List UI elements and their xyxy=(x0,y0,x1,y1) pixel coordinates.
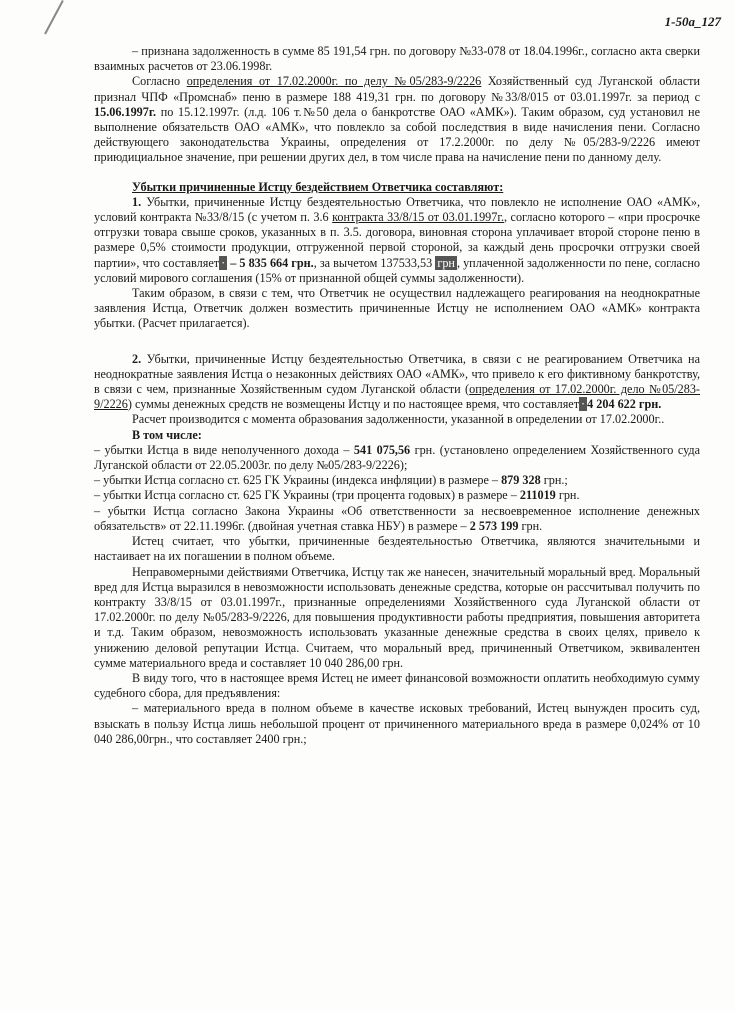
document-body xyxy=(94,44,700,747)
paragraph-claim: Истец считает, что убытки, причиненные бездеятельностью Ответчика, являются значительными и настаивает на их погашении в полном объеме. xyxy=(94,534,700,564)
ruling-reference: определения от 17.02.2000г. дело №05/283-9/2226 xyxy=(94,382,700,412)
contract-reference: контракта 33/8/15 от 03.01.1997г. xyxy=(332,210,505,225)
item-1: 1. Убытки, причиненные Истцу бездеятельностью Ответчика, что повлекло не исполнение ОАО «АМК», условий контракта №33/8/15 (с учетом п. 3.6 контракта 33/8/15 от 03.01.1997г., согласно которого – «при просрочке отгрузки товара свыше сроков, указанных в п. 3.5. договора, виновная сторона уплачивает второй стороне пеню в размере 0,5% стоимости продукции, отгруженной первой стороной, за каждый день просрочки отгрузки своей партии», что составляет · – 5 835 664 грн., за вычетом 137533,53 грн , уплаченной задолженности по пене, согласно условий мирового соглашения (15% от признанной общей суммы задолженности). xyxy=(94,194,700,285)
amount-2: 4 204 622 грн. xyxy=(587,397,662,412)
item-2: 2. Убытки, причиненные Истцу бездеятельностью Ответчика, в связи с не реагированием Ответчика на неоднократные заявления Истца о незаконных действиях ОАО «АМК», что привело к его фиктивному банкротству, в связи с чем, признанные Хозяйственным судом Луганской области (определения от 17.02.2000г. дело №05/283-9/2226) суммы денежных средств не возмещены Истцу и по настоящее время, что составляет · 4 204 622 грн. xyxy=(94,351,700,412)
paragraph-thus: Таким образом, в связи с тем, что Ответчик не осуществил надлежащего реагирования на неоднократные заявления Истца, Ответчик должен возместить причиненные Истцу не исполнением ОАО «АМК» контракта убытки. (Расчет прилагается). xyxy=(94,286,700,331)
highlight-mark: · xyxy=(221,255,226,270)
amount-1: – 5 835 664 грн. xyxy=(227,255,314,270)
paragraph-moral-damage: Неправомерными действиями Ответчика, Истцу так же нанесен, значительный моральный вред. Моральный вред для Истца выразился в невозможности использовать денежные средства, которые он рассчитывал получить по контракту 33/8/15 от 03.01.1997г., признанные определениями Хозяйственного суда Луганской области от 17.02.2000г. по делу №05/283-9/2226, для повышения продуктивности работы предприятия, повышения авторитета и т.д. Таким образом, невозможность использовать указанные денежные средства в своих целях, привело к унижению деловой репутации Истца. Считаем, что моральный вред, причиненный Ответчиком, эквивалентен сумме материального вреда и составляет 10 040 286,00 грн. xyxy=(94,564,700,670)
included-heading: В том числе: xyxy=(132,427,202,442)
highlight-mark: · xyxy=(581,397,586,412)
page-number: 1-50а_127 xyxy=(664,14,721,29)
list-item: – убытки Истца согласно ст. 625 ГК Украины (три процента годовых) в размере – 211019 грн. xyxy=(94,488,580,503)
list-item: – убытки Истца в виде неполученного дохода – 541 075,56 грн. (установлено определением Хозяйственного суда Луганской области от 22.05.2003г. по делу №05/283-9/2226); xyxy=(94,442,701,473)
list-item: – убытки Истца согласно Закона Украины «Об ответственности за несвоевременное исполнение денежных обязательств» от 22.11.1996г. (двойная учетная ставка НБУ) в размере – 2 573 199 грн. xyxy=(94,503,700,533)
highlight-mark: грн xyxy=(437,255,455,270)
paragraph-calculation: Расчет производится с момента образования задолженности, указанной в определении от 17.02.2000г.. xyxy=(132,412,665,427)
paragraph-ruling: Согласно определения от 17.02.2000г. по делу №05/283-9/2226 Хозяйственный суд Луганской области признал ЧПФ «Промснаб» пеню в размере 188 419,31 грн. по договору №33/8/015 от 03.01.1997г. за период с 15.06.1997г. по 15.12.1997г. (л.д. 106 т.№50 дела о банкротстве ОАО «АМК»). Таким образом, суд установил не выполнение обязательств ОАО «АМК», что повлекло за собой последствия в виде начисления пени. Согласно действующего законодательства Украины, определения от 17.2.2000г. по делу №05/283-9/2226 имеют приюдициальное значение, при решении других дел, в том числе права на начисление пени по данному делу. xyxy=(94,74,700,165)
section-heading: Убытки причиненные Истцу бездействием Ответчика составляют: xyxy=(132,179,504,194)
scan-mark xyxy=(44,0,64,34)
paragraph-material-damage: – материального вреда в полном объеме в качестве исковых требований, Истец вынужден просить суд, взыскать в пользу Истца лишь небольшой процент от причиненного материального вреда в размере 0,024% от 10 040 286,00грн., что составляет 2400 грн.; xyxy=(94,701,700,746)
list-item: – убытки Истца согласно ст. 625 ГК Украины (индекса инфляции) в размере – 879 328 грн.; xyxy=(94,473,568,488)
ruling-reference: определения от 17.02.2000г. по делу №05/283-9/2226 xyxy=(186,74,482,89)
paragraph-debt: – признана задолженность в сумме 85 191,54 грн. по договору №33-078 от 18.04.1996г., согласно акта сверки взаимных расчетов от 23.06.1998г. xyxy=(94,44,700,74)
paragraph-court-fee: В виду того, что в настоящее время Истец не имеет финансовой возможности оплатить необходимую сумму судебного сбора, для предъявления: xyxy=(94,670,700,701)
